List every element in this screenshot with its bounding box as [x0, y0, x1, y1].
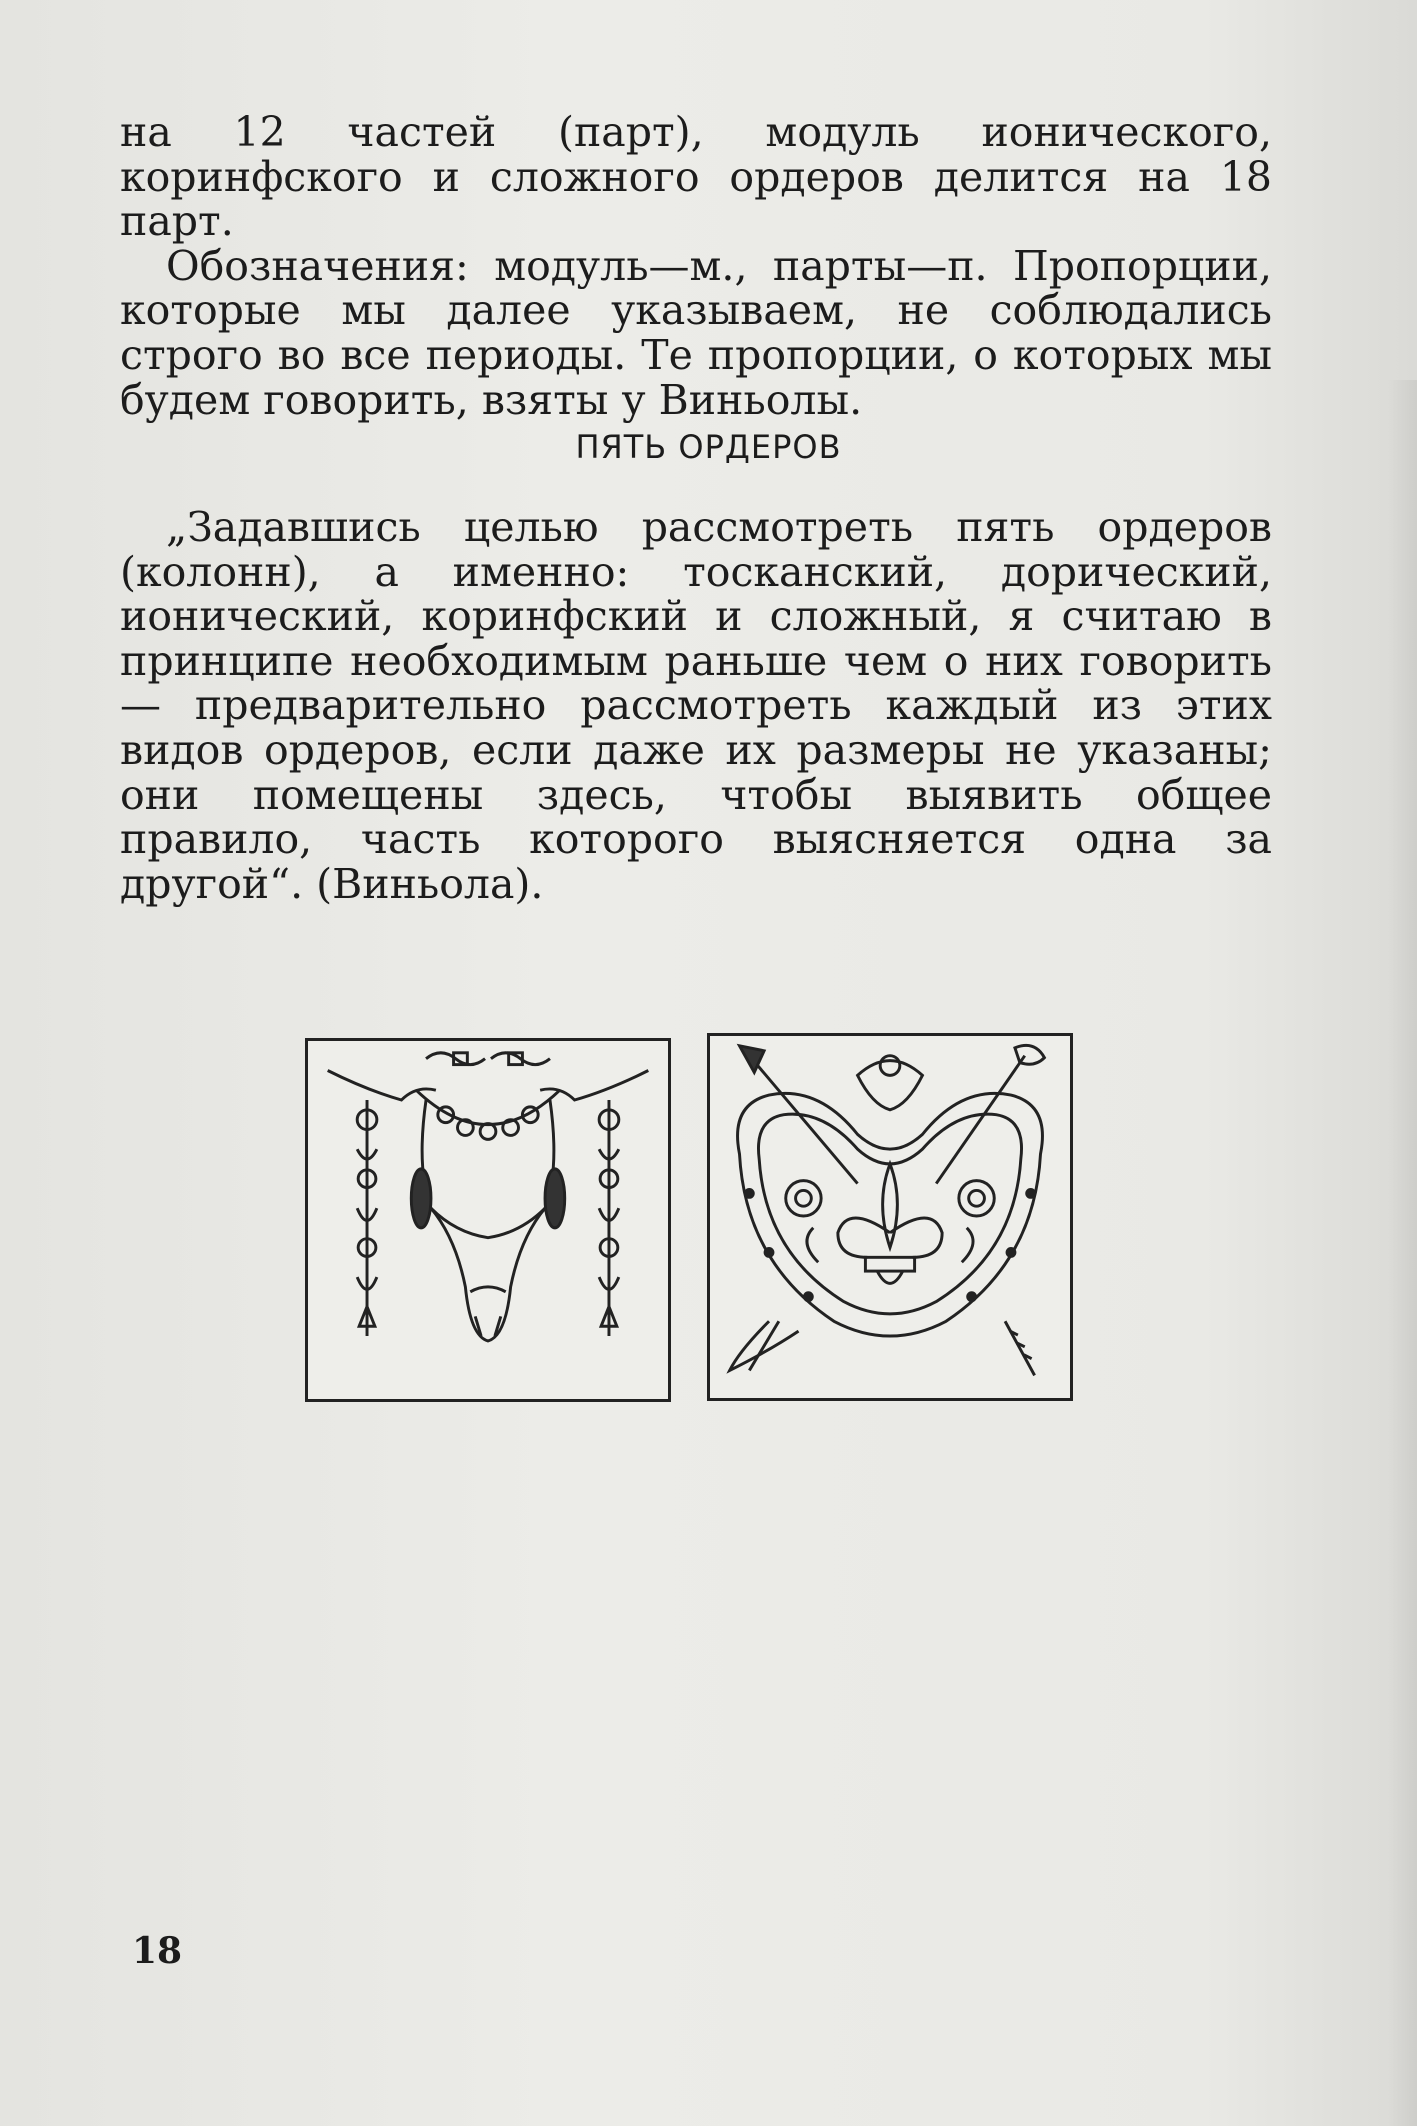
quote-block — [120, 505, 1272, 906]
paragraph-module-division: на 12 частей (парт), модуль ионического, коринфского и сложного ордеров делится на 18 парт. — [120, 108, 1272, 246]
bucranium-ornament-icon — [305, 1038, 671, 1402]
intro-text — [120, 110, 1272, 422]
heraldic-cartouche-ornament-icon — [707, 1033, 1073, 1401]
paragraph-notation: Обозначения: модуль—м., парты—п. Пропорции, которые мы далее указываем, не соблюдались строго во все периоды. Те пропорции, о которых мы будем говорить, взяты у Виньолы. — [120, 241, 1272, 424]
vignola-quote: „Задавшись целью рассмотреть пять ордеров (колонн), а именно: тосканский, дорический, ионический, коринфский и сложный, я считаю в принципе необходимым раньше чем о них говорить — предварительно рассмотреть каждый из этих видов ордеров, если даже их размеры не указаны; они помещены здесь, чтобы выявить общее правило, часть которого выясняется одна за другой“. (Виньола). — [120, 503, 1272, 908]
page-edge-shadow — [1387, 380, 1417, 2126]
section-heading: ПЯТЬ ОРДЕРОВ — [575, 428, 842, 466]
page-number: 18 — [132, 1930, 183, 1972]
